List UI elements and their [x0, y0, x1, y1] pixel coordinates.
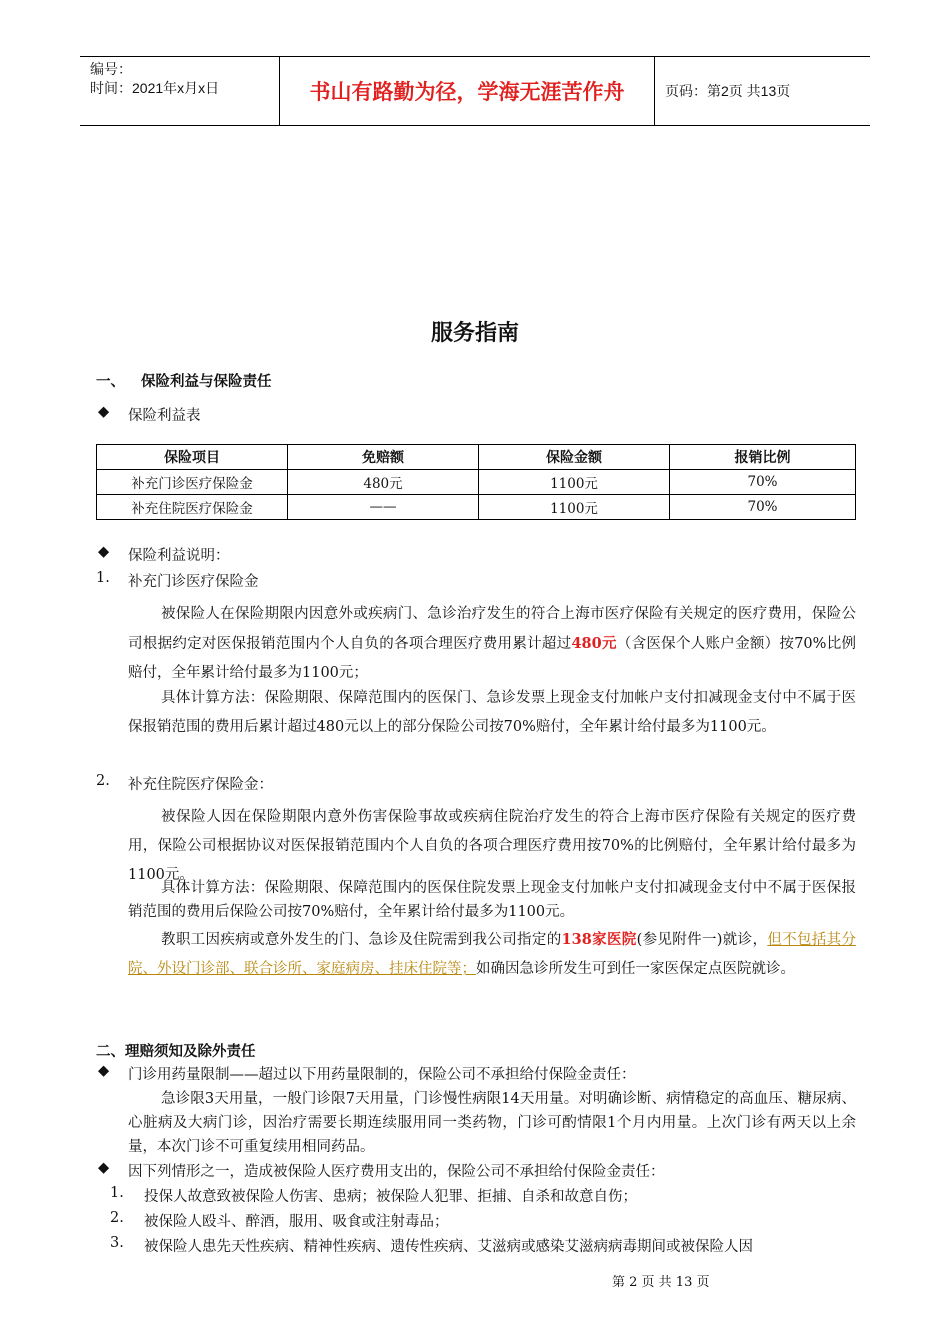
highlight-amount: 480元: [571, 635, 617, 652]
page-header: [80, 56, 870, 126]
table-header: 保险金额: [479, 445, 670, 470]
item1-paragraph1: [128, 600, 856, 688]
diamond-bullet-icon: ◆: [98, 1063, 110, 1079]
text-run: 如确因急诊所发生可到任一家医保定点医院就诊。: [476, 961, 795, 977]
header-motto: 书山有路勤为径，学海无涯苦作舟: [280, 57, 655, 125]
table-row: [97, 470, 856, 495]
text-run: 被保险人在保险期限内因意外或疾病门、急诊治疗发生的符合上海市医疗保险有关规定的医疗费用，保险公司根据约定对医保报销范围内个人自负的各项合理医疗费用累计超过: [128, 606, 856, 652]
item2-paragraph3: [128, 925, 856, 984]
item1-paragraph2: 具体计算方法：保险期限、保障范围内的医保门、急诊发票上现金支付加帐户支付扣减现金支付中不属于医保报销范围的费用后累计超过480元以上的部分保险公司按70%赔付，全年累计给付最多为1100元。: [128, 690, 856, 735]
highlight-hospitals: 138家医院: [561, 931, 637, 948]
benefit-table-label: 保险利益表: [128, 408, 201, 424]
table-cell: 70%: [670, 470, 856, 495]
text-run: (参见附件一)就诊，: [636, 932, 768, 948]
table-header-row: [97, 445, 856, 470]
section1-heading-num: 一、: [96, 374, 125, 390]
list-item-num: 2.: [110, 1210, 124, 1226]
item2-paragraph1: 被保险人因在保险期限内意外伤害保险事故或疾病住院治疗发生的符合上海市医疗保险有关规定的医疗费用，保险公司根据协议对医保报销范围内个人自负的各项合理医疗费用按70%的比例赔付，全年累计给付最多为1100元。: [128, 809, 856, 883]
section2-bullet2: 因下列情形之一，造成被保险人医疗费用支出的，保险公司不承担给付保险金责任：: [128, 1164, 665, 1180]
diamond-bullet-icon: ◆: [98, 1160, 110, 1176]
table-header: 保险项目: [97, 445, 288, 470]
header-page-info: 页码：第2页 共13页: [665, 83, 791, 99]
text-run: （含医保个人账户金额）按70%比例赔付，全年累计给付最多为1100元；: [128, 636, 856, 681]
table-cell: 补充住院医疗保险金: [97, 495, 288, 520]
list-item-num: 1.: [110, 1185, 124, 1201]
header-meta: [80, 57, 280, 125]
page-title: 服务指南: [430, 321, 519, 346]
list-item: 被保险人殴斗、醉酒，服用、吸食或注射毒品；: [144, 1214, 449, 1230]
diamond-bullet-icon: ◆: [98, 404, 110, 420]
table-row: [97, 495, 856, 520]
section2-bullet1: 门诊用药量限制——超过以下用药量限制的，保险公司不承担给付保险金责任：: [128, 1067, 636, 1083]
diamond-bullet-icon: ◆: [98, 544, 110, 560]
table-cell: 480元: [288, 470, 479, 495]
page-footer: 第 2 页 共 13 页: [612, 1275, 710, 1290]
section2-heading: 二、理赔须知及除外责任: [96, 1044, 256, 1060]
item1-title: 补充门诊医疗保险金: [128, 574, 259, 590]
text-run: 教职工因疾病或意外发生的门、急诊及住院需到我公司指定的: [161, 932, 562, 948]
item2-num: 2.: [96, 773, 110, 789]
item2-paragraph2: 具体计算方法：保险期限、保障范围内的医保住院发票上现金支付加帐户支付扣减现金支付中不属于医保报销范围的费用后保险公司按70%赔付，全年累计给付最多为1100元。: [128, 880, 856, 920]
exclusion-note: 但不包括其分院、外设门诊部、联合诊所、家庭病房、挂床住院等；: [128, 932, 856, 977]
time-label: 时间：2021年x月x日: [90, 80, 220, 96]
benefit-desc-label: 保险利益说明：: [128, 548, 230, 564]
table-header: 免赔额: [288, 445, 479, 470]
table-cell: ——: [288, 495, 479, 520]
table-header: 报销比例: [670, 445, 856, 470]
benefit-table: [96, 444, 856, 520]
table-cell: 1100元: [479, 495, 670, 520]
section2-bullet1-paragraph: 急诊限3天用量，一般门诊限7天用量，门诊慢性病限14天用量。对明确诊断、病情稳定的高血压、糖尿病、心脏病及大病门诊，因治疗需要长期连续服用同一类药物，门诊可酌情限1个月内用量。上次门诊有两天以上余量，本次门诊不可重复续用相同药品。: [128, 1091, 856, 1155]
item1-num: 1.: [96, 570, 110, 586]
table-cell: 70%: [670, 495, 856, 520]
table-cell: 补充门诊医疗保险金: [97, 470, 288, 495]
code-label: 编号：: [90, 61, 132, 77]
list-item: 被保险人患先天性疾病、精神性疾病、遗传性疾病、艾滋病或感染艾滋病病毒期间或被保险人因: [144, 1239, 753, 1255]
list-item: 投保人故意致被保险人伤害、患病；被保险人犯罪、拒捕、自杀和故意自伤；: [144, 1189, 637, 1205]
list-item-num: 3.: [110, 1235, 124, 1251]
item2-title: 补充住院医疗保险金：: [128, 777, 273, 793]
table-cell: 1100元: [479, 470, 670, 495]
section1-heading: 保险利益与保险责任: [141, 374, 272, 390]
